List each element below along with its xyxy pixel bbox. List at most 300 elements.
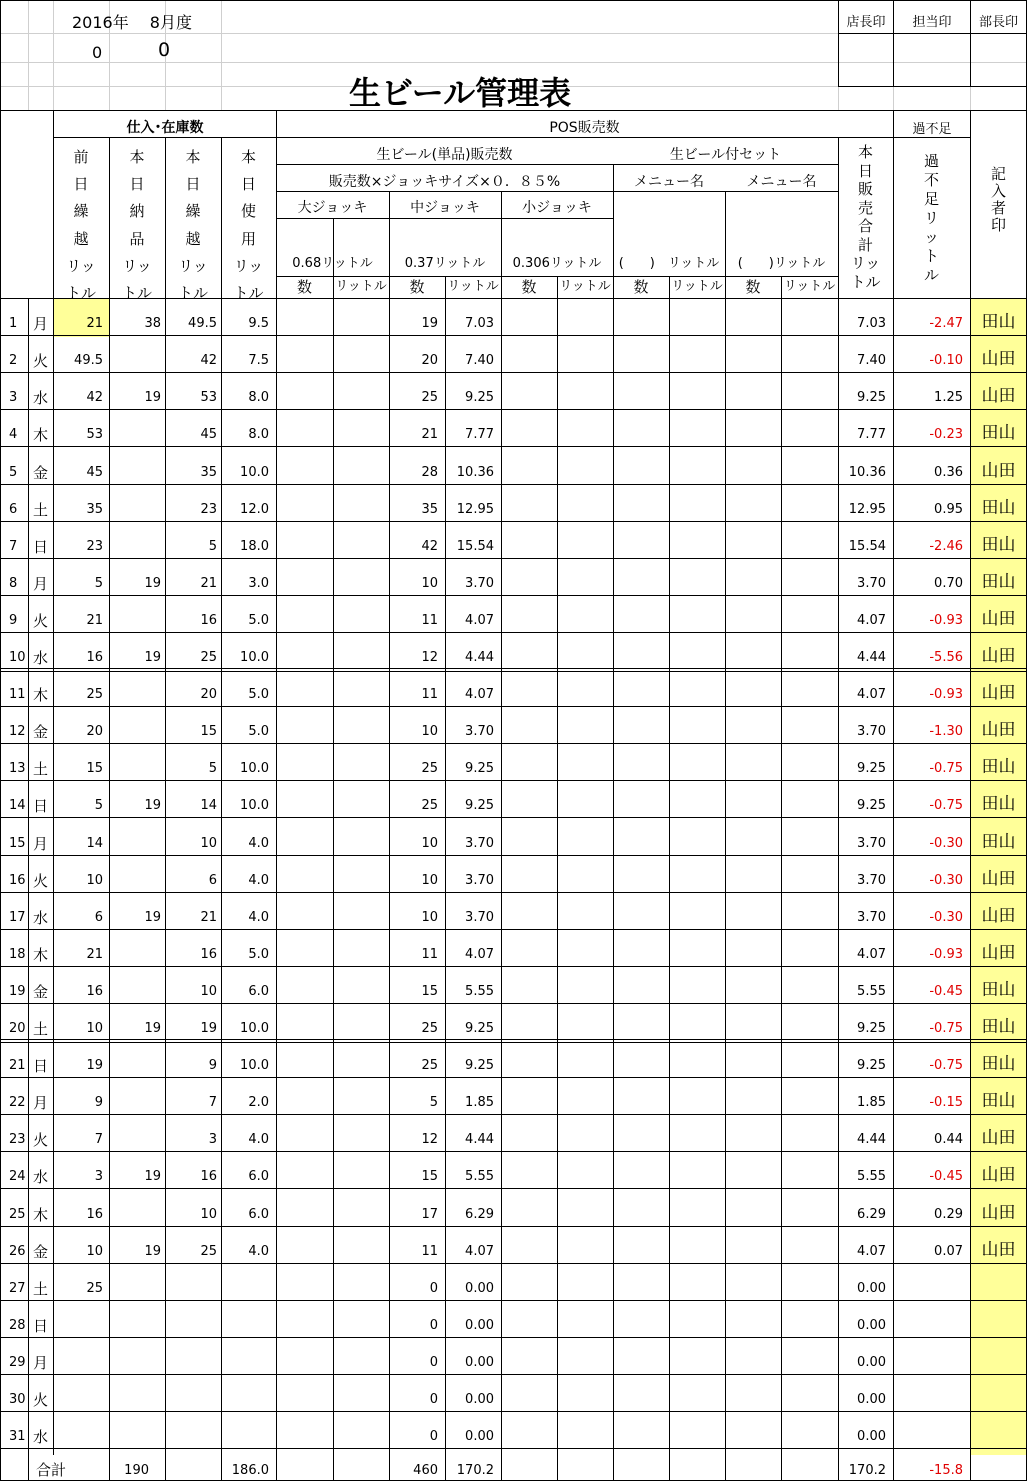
shortage-value[interactable]: -0.23 xyxy=(929,427,963,442)
year-month[interactable]: 2016年 8月度 xyxy=(72,13,192,32)
day-number[interactable]: 26 xyxy=(9,1244,26,1259)
recorder-stamp[interactable]: 山田 xyxy=(981,1203,1016,1223)
weekday[interactable]: 金 xyxy=(32,1243,48,1261)
medium-count[interactable]: 25 xyxy=(421,761,438,776)
medium-liters[interactable]: 3.70 xyxy=(465,724,494,739)
used-value[interactable]: 9.5 xyxy=(248,316,269,331)
received-value[interactable]: 19 xyxy=(144,390,161,405)
total-shortage[interactable]: -15.8 xyxy=(929,1463,963,1478)
carry-value[interactable]: 16 xyxy=(200,1169,217,1184)
used-value[interactable]: 10.0 xyxy=(240,650,269,665)
medium-count[interactable]: 42 xyxy=(421,539,438,554)
day-total[interactable]: 3.70 xyxy=(857,724,886,739)
staff-stamp-box[interactable] xyxy=(894,34,970,86)
day-total[interactable]: 4.44 xyxy=(857,1132,886,1147)
shortage-value[interactable]: -0.45 xyxy=(929,984,963,999)
day-total[interactable]: 3.70 xyxy=(857,576,886,591)
recorder-stamp[interactable]: 田山 xyxy=(981,1054,1016,1074)
day-total[interactable]: 9.25 xyxy=(857,1058,886,1073)
day-total[interactable]: 3.70 xyxy=(857,836,886,851)
medium-count[interactable]: 0 xyxy=(429,1355,438,1370)
used-value[interactable]: 2.0 xyxy=(248,1095,269,1110)
shortage-value[interactable]: 0.07 xyxy=(934,1244,963,1259)
carry-value[interactable]: 20 xyxy=(200,687,217,702)
weekday[interactable]: 火 xyxy=(32,352,48,370)
weekday[interactable]: 水 xyxy=(32,1168,48,1186)
day-number[interactable]: 3 xyxy=(9,390,18,405)
day-total[interactable]: 0.00 xyxy=(857,1392,886,1407)
medium-count[interactable]: 10 xyxy=(421,576,438,591)
day-number[interactable]: 25 xyxy=(9,1207,26,1222)
medium-count[interactable]: 15 xyxy=(421,1169,438,1184)
recorder-stamp[interactable]: 田山 xyxy=(981,535,1016,555)
prev-carry-value[interactable]: 21 xyxy=(86,316,103,331)
used-value[interactable]: 5.0 xyxy=(248,724,269,739)
shortage-value[interactable]: -0.93 xyxy=(929,687,963,702)
weekday[interactable]: 日 xyxy=(32,797,48,815)
prev-carry-value[interactable]: 21 xyxy=(86,947,103,962)
weekday[interactable]: 水 xyxy=(32,1428,48,1446)
shortage-value[interactable]: -0.75 xyxy=(929,798,963,813)
medium-count[interactable]: 10 xyxy=(421,873,438,888)
medium-count[interactable]: 28 xyxy=(421,465,438,480)
prev-carry-value[interactable]: 10 xyxy=(86,873,103,888)
weekday[interactable]: 日 xyxy=(32,1057,48,1075)
medium-count[interactable]: 25 xyxy=(421,390,438,405)
day-total[interactable]: 4.07 xyxy=(857,687,886,702)
used-value[interactable]: 4.0 xyxy=(248,836,269,851)
total-medium-count[interactable]: 460 xyxy=(413,1463,438,1478)
day-number[interactable]: 15 xyxy=(9,836,26,851)
day-total[interactable]: 7.03 xyxy=(857,316,886,331)
medium-liters[interactable]: 0.00 xyxy=(465,1318,494,1333)
used-value[interactable]: 5.0 xyxy=(248,613,269,628)
total-medium-liters[interactable]: 170.2 xyxy=(456,1463,494,1478)
day-number[interactable]: 9 xyxy=(9,613,18,628)
day-total[interactable]: 3.70 xyxy=(857,873,886,888)
used-value[interactable]: 6.0 xyxy=(248,1207,269,1222)
shortage-value[interactable]: 0.95 xyxy=(934,502,963,517)
used-value[interactable]: 12.0 xyxy=(240,502,269,517)
day-total[interactable]: 0.00 xyxy=(857,1355,886,1370)
medium-liters[interactable]: 7.40 xyxy=(465,353,494,368)
medium-count[interactable]: 10 xyxy=(421,724,438,739)
used-value[interactable]: 4.0 xyxy=(248,1244,269,1259)
used-value[interactable]: 8.0 xyxy=(248,390,269,405)
day-number[interactable]: 10 xyxy=(9,650,26,665)
store-manager-stamp-box[interactable] xyxy=(838,34,894,86)
medium-liters[interactable]: 5.55 xyxy=(465,984,494,999)
used-value[interactable]: 8.0 xyxy=(248,427,269,442)
received-value[interactable]: 19 xyxy=(144,650,161,665)
carry-value[interactable]: 15 xyxy=(200,724,217,739)
medium-liters[interactable]: 0.00 xyxy=(465,1392,494,1407)
weekday[interactable]: 木 xyxy=(32,946,48,964)
day-number[interactable]: 11 xyxy=(9,687,26,702)
prev-carry-value[interactable]: 10 xyxy=(86,1244,103,1259)
medium-liters[interactable]: 15.54 xyxy=(456,539,494,554)
day-number[interactable]: 2 xyxy=(9,353,18,368)
weekday[interactable]: 日 xyxy=(32,1317,48,1335)
day-total[interactable]: 0.00 xyxy=(857,1281,886,1296)
medium-count[interactable]: 19 xyxy=(421,316,438,331)
medium-liters[interactable]: 9.25 xyxy=(465,798,494,813)
weekday[interactable]: 月 xyxy=(32,1094,48,1112)
carry-value[interactable]: 10 xyxy=(200,984,217,999)
day-total[interactable]: 12.95 xyxy=(848,502,886,517)
medium-count[interactable]: 11 xyxy=(421,1244,438,1259)
medium-count[interactable]: 25 xyxy=(421,1021,438,1036)
weekday[interactable]: 土 xyxy=(32,760,48,778)
used-value[interactable]: 10.0 xyxy=(240,761,269,776)
day-number[interactable]: 6 xyxy=(9,502,18,517)
day-number[interactable]: 28 xyxy=(9,1318,26,1333)
recorder-stamp[interactable]: 田山 xyxy=(981,832,1016,852)
medium-count[interactable]: 0 xyxy=(429,1281,438,1296)
weekday[interactable]: 月 xyxy=(32,1354,48,1372)
day-total[interactable]: 4.44 xyxy=(857,650,886,665)
used-value[interactable]: 7.5 xyxy=(248,353,269,368)
medium-liters[interactable]: 4.44 xyxy=(465,650,494,665)
recorder-stamp[interactable]: 田山 xyxy=(981,312,1016,332)
weekday[interactable]: 土 xyxy=(32,501,48,519)
recorder-stamp[interactable]: 山田 xyxy=(981,646,1016,666)
shortage-value[interactable]: -0.75 xyxy=(929,1058,963,1073)
shortage-value[interactable]: -0.75 xyxy=(929,761,963,776)
medium-count[interactable]: 11 xyxy=(421,613,438,628)
shortage-value[interactable]: 0.36 xyxy=(934,465,963,480)
dept-manager-stamp-box[interactable] xyxy=(970,34,1027,86)
recorder-stamp[interactable]: 山田 xyxy=(981,1240,1016,1260)
prev-carry-value[interactable]: 25 xyxy=(86,1281,103,1296)
shortage-value[interactable]: -0.45 xyxy=(929,1169,963,1184)
weekday[interactable]: 火 xyxy=(32,872,48,890)
medium-liters[interactable]: 0.00 xyxy=(465,1429,494,1444)
prev-carry-value[interactable]: 5 xyxy=(94,798,103,813)
medium-liters[interactable]: 3.70 xyxy=(465,873,494,888)
used-value[interactable]: 10.0 xyxy=(240,1021,269,1036)
weekday[interactable]: 土 xyxy=(32,1020,48,1038)
recorder-stamp[interactable]: 田山 xyxy=(981,1017,1016,1037)
prev-carry-value[interactable]: 16 xyxy=(86,1207,103,1222)
zero-value-b[interactable]: 0 xyxy=(158,39,171,61)
weekday[interactable]: 木 xyxy=(32,1206,48,1224)
day-number[interactable]: 29 xyxy=(9,1355,26,1370)
day-total[interactable]: 0.00 xyxy=(857,1429,886,1444)
received-value[interactable]: 19 xyxy=(144,1244,161,1259)
day-total[interactable]: 4.07 xyxy=(857,947,886,962)
carry-value[interactable]: 21 xyxy=(200,910,217,925)
weekday[interactable]: 水 xyxy=(32,389,48,407)
medium-liters[interactable]: 7.77 xyxy=(465,427,494,442)
recorder-stamp[interactable]: 山田 xyxy=(981,906,1016,926)
recorder-stamp[interactable]: 山田 xyxy=(981,1165,1016,1185)
received-value[interactable]: 19 xyxy=(144,1021,161,1036)
weekday[interactable]: 金 xyxy=(32,983,48,1001)
medium-liters[interactable]: 0.00 xyxy=(465,1355,494,1370)
prev-carry-value[interactable]: 42 xyxy=(86,390,103,405)
received-value[interactable]: 38 xyxy=(144,316,161,331)
prev-carry-value[interactable]: 14 xyxy=(86,836,103,851)
used-value[interactable]: 6.0 xyxy=(248,984,269,999)
day-total[interactable]: 10.36 xyxy=(848,465,886,480)
medium-count[interactable]: 15 xyxy=(421,984,438,999)
medium-count[interactable]: 5 xyxy=(429,1095,438,1110)
day-number[interactable]: 20 xyxy=(9,1021,26,1036)
day-number[interactable]: 5 xyxy=(9,465,18,480)
prev-carry-value[interactable]: 35 xyxy=(86,502,103,517)
day-number[interactable]: 23 xyxy=(9,1132,26,1147)
shortage-value[interactable]: 0.44 xyxy=(934,1132,963,1147)
day-total[interactable]: 9.25 xyxy=(857,390,886,405)
medium-liters[interactable]: 0.00 xyxy=(465,1281,494,1296)
weekday[interactable]: 日 xyxy=(32,538,48,556)
medium-count[interactable]: 17 xyxy=(421,1207,438,1222)
medium-liters[interactable]: 6.29 xyxy=(465,1207,494,1222)
carry-value[interactable]: 49.5 xyxy=(188,316,217,331)
carry-value[interactable]: 21 xyxy=(200,576,217,591)
prev-carry-value[interactable]: 25 xyxy=(86,687,103,702)
recorder-stamp[interactable]: 田山 xyxy=(981,794,1016,814)
shortage-value[interactable]: 1.25 xyxy=(934,390,963,405)
weekday[interactable]: 火 xyxy=(32,612,48,630)
medium-liters[interactable]: 9.25 xyxy=(465,761,494,776)
received-value[interactable]: 19 xyxy=(144,576,161,591)
medium-liters[interactable]: 5.55 xyxy=(465,1169,494,1184)
used-value[interactable]: 4.0 xyxy=(248,910,269,925)
day-number[interactable]: 8 xyxy=(9,576,18,591)
weekday[interactable]: 水 xyxy=(32,909,48,927)
day-number[interactable]: 27 xyxy=(9,1281,26,1296)
used-value[interactable]: 4.0 xyxy=(248,1132,269,1147)
shortage-value[interactable]: -0.30 xyxy=(929,836,963,851)
day-total[interactable]: 0.00 xyxy=(857,1318,886,1333)
carry-value[interactable]: 6 xyxy=(208,873,217,888)
medium-count[interactable]: 12 xyxy=(421,650,438,665)
used-value[interactable]: 10.0 xyxy=(240,1058,269,1073)
used-value[interactable]: 3.0 xyxy=(248,576,269,591)
prev-carry-value[interactable]: 15 xyxy=(86,761,103,776)
prev-carry-value[interactable]: 19 xyxy=(86,1058,103,1073)
carry-value[interactable]: 5 xyxy=(208,539,217,554)
medium-count[interactable]: 10 xyxy=(421,836,438,851)
recorder-stamp[interactable]: 山田 xyxy=(981,349,1016,369)
day-number[interactable]: 4 xyxy=(9,427,18,442)
carry-value[interactable]: 9 xyxy=(208,1058,217,1073)
prev-carry-value[interactable]: 16 xyxy=(86,650,103,665)
recorder-stamp[interactable]: 山田 xyxy=(981,1128,1016,1148)
received-value[interactable]: 19 xyxy=(144,910,161,925)
medium-liters[interactable]: 9.25 xyxy=(465,1058,494,1073)
prev-carry-value[interactable]: 49.5 xyxy=(74,353,103,368)
day-total[interactable]: 3.70 xyxy=(857,910,886,925)
day-number[interactable]: 1 xyxy=(9,316,18,331)
medium-liters[interactable]: 4.07 xyxy=(465,687,494,702)
weekday[interactable]: 火 xyxy=(32,1131,48,1149)
carry-value[interactable]: 53 xyxy=(200,390,217,405)
day-number[interactable]: 17 xyxy=(9,910,26,925)
prev-carry-value[interactable]: 3 xyxy=(94,1169,103,1184)
received-value[interactable]: 19 xyxy=(144,1169,161,1184)
weekday[interactable]: 月 xyxy=(32,835,48,853)
shortage-value[interactable]: 0.29 xyxy=(934,1207,963,1222)
medium-liters[interactable]: 1.85 xyxy=(465,1095,494,1110)
medium-liters[interactable]: 9.25 xyxy=(465,390,494,405)
zero-value-a[interactable]: 0 xyxy=(92,43,103,62)
weekday[interactable]: 木 xyxy=(32,686,48,704)
day-total[interactable]: 9.25 xyxy=(857,1021,886,1036)
medium-count[interactable]: 0 xyxy=(429,1318,438,1333)
recorder-stamp[interactable]: 山田 xyxy=(981,609,1016,629)
day-number[interactable]: 19 xyxy=(9,984,26,999)
day-number[interactable]: 14 xyxy=(9,798,26,813)
carry-value[interactable]: 42 xyxy=(200,353,217,368)
prev-carry-value[interactable]: 6 xyxy=(94,910,103,925)
weekday[interactable]: 月 xyxy=(32,575,48,593)
shortage-value[interactable]: -0.10 xyxy=(929,353,963,368)
day-total[interactable]: 9.25 xyxy=(857,761,886,776)
carry-value[interactable]: 10 xyxy=(200,1207,217,1222)
recorder-stamp[interactable]: 山田 xyxy=(981,943,1016,963)
recorder-stamp[interactable]: 山田 xyxy=(981,461,1016,481)
recorder-stamp[interactable]: 田山 xyxy=(981,498,1016,518)
weekday[interactable]: 木 xyxy=(32,426,48,444)
shortage-value[interactable]: -0.93 xyxy=(929,613,963,628)
day-total[interactable]: 9.25 xyxy=(857,798,886,813)
day-number[interactable]: 21 xyxy=(9,1058,26,1073)
shortage-value[interactable]: -2.47 xyxy=(929,316,963,331)
prev-carry-value[interactable]: 20 xyxy=(86,724,103,739)
carry-value[interactable]: 25 xyxy=(200,1244,217,1259)
carry-value[interactable]: 3 xyxy=(208,1132,217,1147)
medium-liters[interactable]: 10.36 xyxy=(456,465,494,480)
recorder-stamp[interactable]: 田山 xyxy=(981,1091,1016,1111)
total-received[interactable]: 190 xyxy=(124,1463,149,1478)
day-number[interactable]: 24 xyxy=(9,1169,26,1184)
medium-count[interactable]: 11 xyxy=(421,947,438,962)
weekday[interactable]: 金 xyxy=(32,464,48,482)
shortage-value[interactable]: -5.56 xyxy=(929,650,963,665)
shortage-value[interactable]: -0.30 xyxy=(929,910,963,925)
shortage-value[interactable]: 0.70 xyxy=(934,576,963,591)
carry-value[interactable]: 45 xyxy=(200,427,217,442)
carry-value[interactable]: 7 xyxy=(208,1095,217,1110)
total-day-liters[interactable]: 170.2 xyxy=(848,1463,886,1478)
prev-carry-value[interactable]: 7 xyxy=(94,1132,103,1147)
day-total[interactable]: 7.77 xyxy=(857,427,886,442)
shortage-value[interactable]: -0.75 xyxy=(929,1021,963,1036)
recorder-stamp[interactable]: 山田 xyxy=(981,386,1016,406)
used-value[interactable]: 4.0 xyxy=(248,873,269,888)
medium-count[interactable]: 11 xyxy=(421,687,438,702)
medium-liters[interactable]: 7.03 xyxy=(465,316,494,331)
medium-count[interactable]: 25 xyxy=(421,798,438,813)
medium-liters[interactable]: 9.25 xyxy=(465,1021,494,1036)
medium-count[interactable]: 12 xyxy=(421,1132,438,1147)
day-total[interactable]: 7.40 xyxy=(857,353,886,368)
recorder-stamp[interactable]: 田山 xyxy=(981,757,1016,777)
day-number[interactable]: 18 xyxy=(9,947,26,962)
recorder-stamp[interactable]: 山田 xyxy=(981,720,1016,740)
day-total[interactable]: 6.29 xyxy=(857,1207,886,1222)
prev-carry-value[interactable]: 23 xyxy=(86,539,103,554)
prev-carry-value[interactable]: 5 xyxy=(94,576,103,591)
carry-value[interactable]: 5 xyxy=(208,761,217,776)
day-number[interactable]: 31 xyxy=(9,1429,26,1444)
carry-value[interactable]: 14 xyxy=(200,798,217,813)
shortage-value[interactable]: -0.15 xyxy=(929,1095,963,1110)
day-total[interactable]: 15.54 xyxy=(848,539,886,554)
day-total[interactable]: 1.85 xyxy=(857,1095,886,1110)
weekday[interactable]: 土 xyxy=(32,1280,48,1298)
prev-carry-value[interactable]: 21 xyxy=(86,613,103,628)
weekday[interactable]: 金 xyxy=(32,723,48,741)
medium-liters[interactable]: 4.07 xyxy=(465,613,494,628)
day-number[interactable]: 22 xyxy=(9,1095,26,1110)
medium-count[interactable]: 21 xyxy=(421,427,438,442)
shortage-value[interactable]: -1.30 xyxy=(929,724,963,739)
carry-value[interactable]: 16 xyxy=(200,613,217,628)
carry-value[interactable]: 35 xyxy=(200,465,217,480)
medium-count[interactable]: 0 xyxy=(429,1392,438,1407)
medium-count[interactable]: 10 xyxy=(421,910,438,925)
carry-value[interactable]: 16 xyxy=(200,947,217,962)
weekday[interactable]: 月 xyxy=(32,315,48,333)
recorder-stamp[interactable]: 田山 xyxy=(981,423,1016,443)
medium-liters[interactable]: 12.95 xyxy=(456,502,494,517)
medium-liters[interactable]: 4.07 xyxy=(465,1244,494,1259)
medium-liters[interactable]: 3.70 xyxy=(465,910,494,925)
day-number[interactable]: 30 xyxy=(9,1392,26,1407)
recorder-stamp[interactable]: 田山 xyxy=(981,572,1016,592)
day-number[interactable]: 7 xyxy=(9,539,18,554)
prev-carry-value[interactable]: 16 xyxy=(86,984,103,999)
prev-carry-value[interactable]: 9 xyxy=(94,1095,103,1110)
shortage-value[interactable]: -2.46 xyxy=(929,539,963,554)
day-total[interactable]: 4.07 xyxy=(857,613,886,628)
day-total[interactable]: 5.55 xyxy=(857,984,886,999)
weekday[interactable]: 火 xyxy=(32,1391,48,1409)
recorder-stamp[interactable]: 山田 xyxy=(981,869,1016,889)
carry-value[interactable]: 25 xyxy=(200,650,217,665)
weekday[interactable]: 水 xyxy=(32,649,48,667)
medium-count[interactable]: 25 xyxy=(421,1058,438,1073)
medium-liters[interactable]: 3.70 xyxy=(465,576,494,591)
used-value[interactable]: 5.0 xyxy=(248,947,269,962)
medium-liters[interactable]: 3.70 xyxy=(465,836,494,851)
prev-carry-value[interactable]: 53 xyxy=(86,427,103,442)
prev-carry-value[interactable]: 45 xyxy=(86,465,103,480)
day-number[interactable]: 16 xyxy=(9,873,26,888)
recorder-stamp[interactable]: 山田 xyxy=(981,683,1016,703)
carry-value[interactable]: 19 xyxy=(200,1021,217,1036)
recorder-stamp[interactable]: 田山 xyxy=(981,980,1016,1000)
medium-count[interactable]: 0 xyxy=(429,1429,438,1444)
total-used[interactable]: 186.0 xyxy=(231,1463,269,1478)
carry-value[interactable]: 23 xyxy=(200,502,217,517)
medium-count[interactable]: 20 xyxy=(421,353,438,368)
received-value[interactable]: 19 xyxy=(144,798,161,813)
medium-liters[interactable]: 4.44 xyxy=(465,1132,494,1147)
day-total[interactable]: 4.07 xyxy=(857,1244,886,1259)
used-value[interactable]: 10.0 xyxy=(240,465,269,480)
day-total[interactable]: 5.55 xyxy=(857,1169,886,1184)
day-number[interactable]: 13 xyxy=(9,761,26,776)
day-number[interactable]: 12 xyxy=(9,724,26,739)
used-value[interactable]: 10.0 xyxy=(240,798,269,813)
carry-value[interactable]: 10 xyxy=(200,836,217,851)
prev-carry-value[interactable]: 10 xyxy=(86,1021,103,1036)
